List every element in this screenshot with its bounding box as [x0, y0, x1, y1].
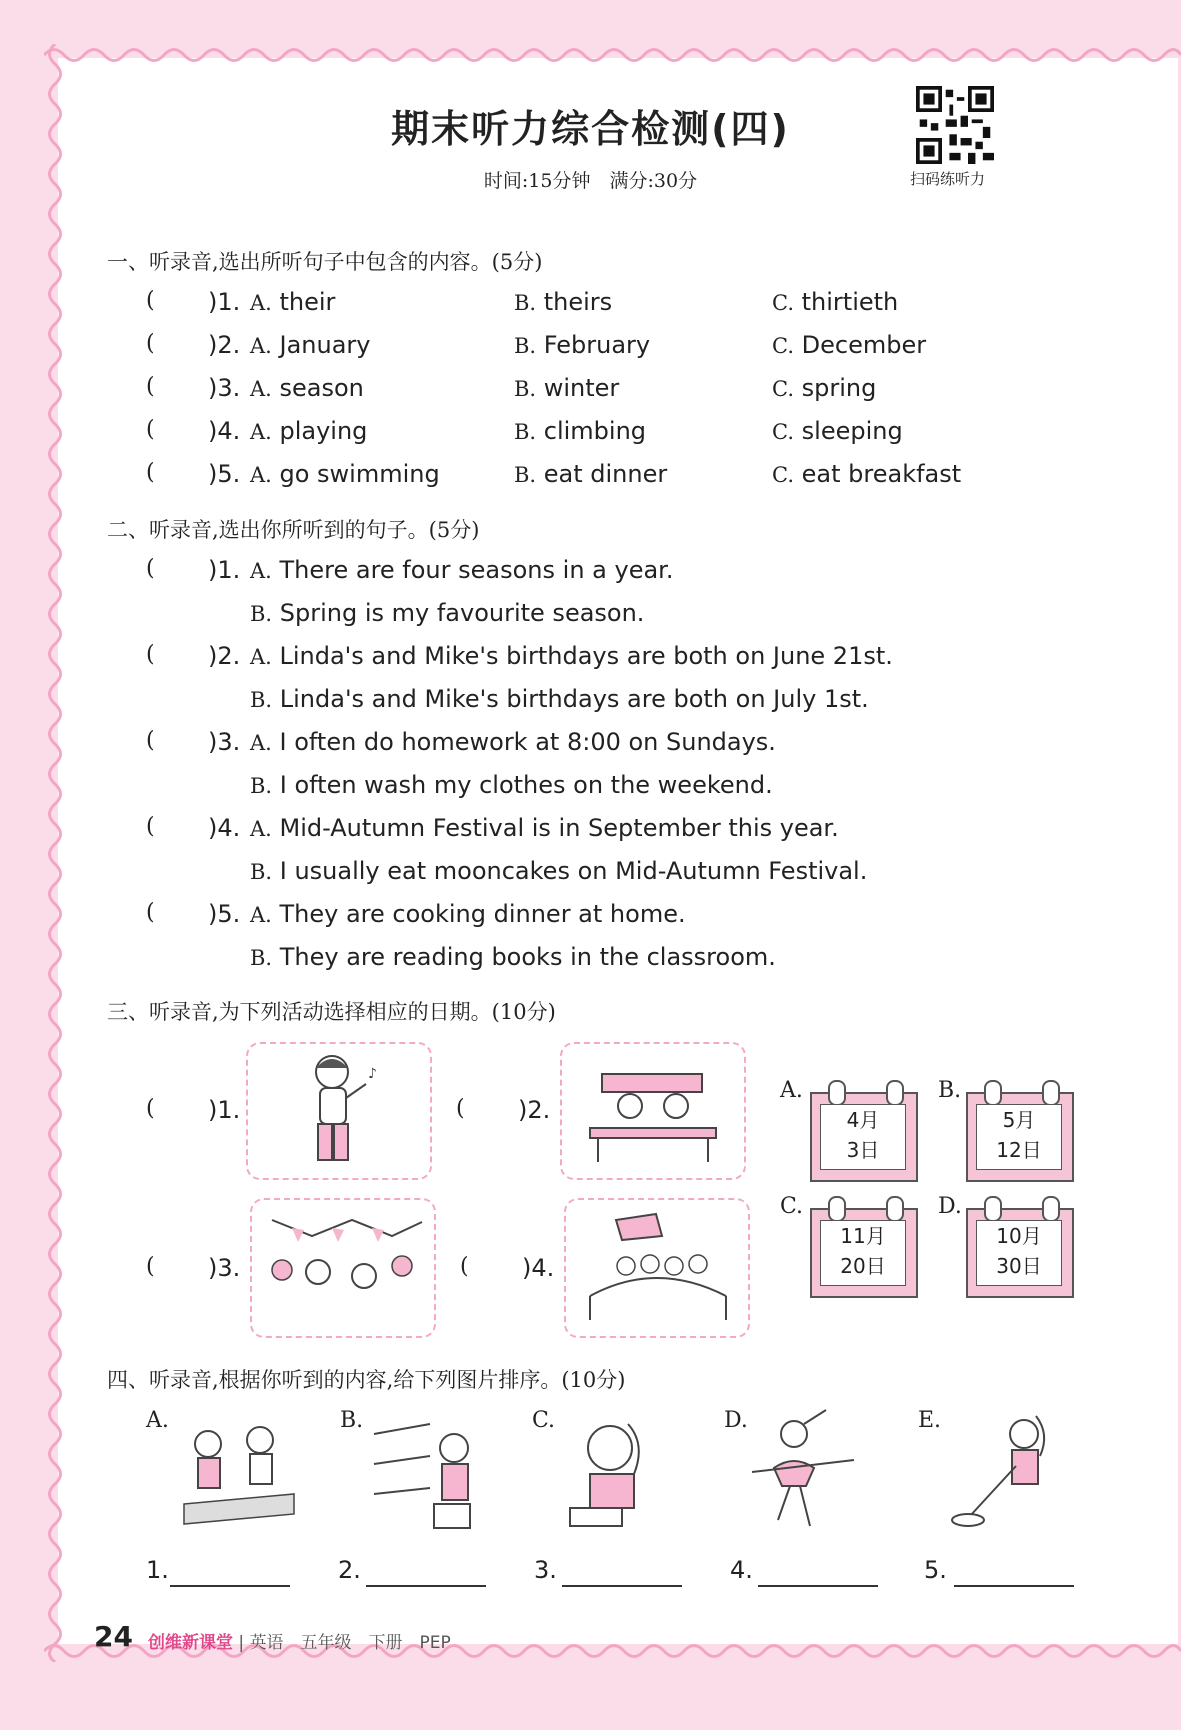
option-c[interactable]: [772, 374, 876, 402]
answer-paren[interactable]: (: [146, 900, 155, 925]
activity-picture-party: [250, 1198, 436, 1338]
activity-picture-singing: [246, 1042, 432, 1180]
option-letter: B.: [250, 602, 273, 626]
option-text: I often wash my clothes on the weekend.: [279, 771, 773, 799]
answer-blank-4[interactable]: [758, 1584, 878, 1587]
sentence-option-a[interactable]: [250, 814, 839, 842]
answer-paren[interactable]: (: [456, 1096, 465, 1121]
option-letter: C.: [772, 291, 794, 315]
option-text: eat breakfast: [801, 460, 962, 488]
question-number: )3.: [208, 1254, 241, 1282]
option-c[interactable]: [772, 331, 926, 359]
option-a[interactable]: [250, 288, 335, 316]
calendar-d: [966, 1208, 1074, 1298]
answer-number: 2.: [338, 1556, 361, 1584]
section1-heading: 一、听录音,选出所听句子中包含的内容。(5分): [107, 250, 543, 274]
option-letter: B.: [250, 860, 273, 884]
option-text: winter: [543, 374, 620, 402]
calendar-label: C.: [780, 1194, 804, 1219]
activity-picture-outing: [564, 1198, 750, 1338]
option-text: season: [279, 374, 364, 402]
option-letter: C.: [772, 420, 794, 444]
option-letter: A.: [250, 645, 272, 669]
option-text: I often do homework at 8:00 on Sundays.: [279, 728, 776, 756]
option-text: I usually eat mooncakes on Mid-Autumn Festival.: [279, 857, 868, 885]
page-title: 期末听力综合检测(四): [391, 107, 790, 151]
calendar-month: 11月: [840, 1224, 886, 1248]
wavy-border-top: [44, 44, 1181, 66]
page-number: 24: [94, 1620, 133, 1653]
question-number: )3.: [208, 374, 241, 402]
calendar-day: 20日: [840, 1254, 886, 1278]
wavy-border-left: [44, 44, 66, 1662]
answer-number: 3.: [534, 1556, 557, 1584]
option-letter: A.: [250, 463, 272, 487]
calendar-label: D.: [938, 1194, 962, 1219]
answer-paren[interactable]: (: [146, 288, 155, 313]
calendar-month: 4月: [846, 1108, 880, 1132]
answer-paren[interactable]: (: [146, 556, 155, 581]
option-text: Spring is my favourite season.: [279, 599, 645, 627]
option-text: They are cooking dinner at home.: [279, 900, 686, 928]
option-text: climbing: [543, 417, 647, 445]
option-letter: B.: [514, 420, 537, 444]
answer-paren[interactable]: (: [146, 374, 155, 399]
answer-paren[interactable]: (: [146, 1254, 155, 1279]
option-b[interactable]: [514, 331, 650, 359]
option-a[interactable]: [250, 417, 367, 445]
question-number: )1.: [208, 1096, 241, 1124]
calendar-month: 10月: [996, 1224, 1042, 1248]
question-number: )2.: [208, 642, 241, 670]
calendar-a: [810, 1092, 918, 1182]
answer-paren[interactable]: (: [146, 417, 155, 442]
option-text: Linda's and Mike's birthdays are both on July 1st.: [279, 685, 869, 713]
calendar-day: 3日: [846, 1138, 880, 1162]
footer-brand: 创维新课堂: [148, 1633, 233, 1653]
calendar-day: 12日: [996, 1138, 1042, 1162]
option-text: theirs: [543, 288, 613, 316]
option-a[interactable]: [250, 374, 364, 402]
sentence-option-b[interactable]: [250, 771, 773, 799]
question-number: )2.: [208, 331, 241, 359]
footer-info: [148, 1628, 451, 1653]
option-a[interactable]: [250, 331, 370, 359]
answer-paren[interactable]: (: [146, 1096, 155, 1121]
option-b[interactable]: [514, 460, 667, 488]
option-text: sleeping: [801, 417, 903, 445]
picture-shopping: [370, 1404, 494, 1538]
question-number: )5.: [208, 460, 241, 488]
picture-label: C.: [532, 1408, 556, 1433]
option-letter: B.: [250, 774, 273, 798]
answer-paren[interactable]: (: [146, 460, 155, 485]
option-a[interactable]: [250, 460, 440, 488]
activity-picture-classroom: [560, 1042, 746, 1180]
option-letter: A.: [250, 291, 272, 315]
picture-writing: [562, 1404, 662, 1538]
answer-number: 4.: [730, 1556, 753, 1584]
option-letter: A.: [250, 559, 272, 583]
option-text: playing: [279, 417, 368, 445]
option-letter: B.: [250, 688, 273, 712]
sentence-option-b[interactable]: [250, 943, 776, 971]
answer-blank-3[interactable]: [562, 1584, 682, 1587]
option-text: Linda's and Mike's birthdays are both on June 21st.: [279, 642, 893, 670]
answer-blank-2[interactable]: [366, 1584, 486, 1587]
question-number: )4.: [522, 1254, 555, 1282]
option-text: thirtieth: [801, 288, 899, 316]
calendar-b: [966, 1092, 1074, 1182]
question-number: )4.: [208, 814, 241, 842]
option-letter: C.: [772, 334, 794, 358]
option-letter: A.: [250, 334, 272, 358]
picture-label: A.: [146, 1408, 169, 1433]
section3-heading: 三、听录音,为下列活动选择相应的日期。(10分): [107, 1000, 556, 1024]
qr-code-label: 扫码练听力: [910, 170, 986, 188]
footer-book-info: | 英语 五年级 下册 PEP: [238, 1633, 451, 1653]
calendar-day: 30日: [996, 1254, 1042, 1278]
option-text: their: [279, 288, 336, 316]
option-text: February: [543, 331, 651, 359]
option-letter: B.: [514, 334, 537, 358]
option-b[interactable]: [514, 417, 646, 445]
option-c[interactable]: [772, 460, 961, 488]
answer-paren[interactable]: (: [146, 728, 155, 753]
calendar-label: B.: [938, 1078, 962, 1103]
answer-number: 5.: [924, 1556, 947, 1584]
question-number: )1.: [208, 556, 241, 584]
sentence-option-b[interactable]: [250, 685, 869, 713]
answer-number: 1.: [146, 1556, 169, 1584]
picture-ballet: [748, 1404, 858, 1538]
question-number: )3.: [208, 728, 241, 756]
option-letter: A.: [250, 731, 272, 755]
picture-mopping: [946, 1404, 1070, 1538]
calendar-label: A.: [780, 1078, 803, 1103]
option-text: They are reading books in the classroom.: [279, 943, 776, 971]
option-text: There are four seasons in a year.: [279, 556, 674, 584]
question-number: )4.: [208, 417, 241, 445]
answer-paren[interactable]: (: [460, 1254, 469, 1279]
svg-text:♪: ♪: [368, 1066, 377, 1082]
option-letter: A.: [250, 903, 272, 927]
section4-heading: 四、听录音,根据你听到的内容,给下列图片排序。(10分): [107, 1368, 626, 1392]
option-letter: A.: [250, 420, 272, 444]
option-letter: B.: [514, 291, 537, 315]
option-text: spring: [801, 374, 877, 402]
sentence-option-a[interactable]: [250, 556, 673, 584]
option-letter: A.: [250, 377, 272, 401]
calendar-month: 5月: [1002, 1108, 1036, 1132]
option-letter: B.: [514, 377, 537, 401]
qr-code-icon[interactable]: [916, 86, 994, 164]
section2-heading: 二、听录音,选出你所听到的句子。(5分): [107, 518, 480, 542]
option-text: go swimming: [279, 460, 440, 488]
question-number: )2.: [518, 1096, 551, 1124]
option-text: eat dinner: [543, 460, 668, 488]
option-text: Mid-Autumn Festival is in September this year.: [279, 814, 839, 842]
option-c[interactable]: [772, 417, 903, 445]
option-b[interactable]: [514, 374, 619, 402]
answer-paren[interactable]: (: [146, 814, 155, 839]
sentence-option-b[interactable]: [250, 599, 644, 627]
option-text: January: [279, 331, 371, 359]
sentence-option-b[interactable]: [250, 857, 867, 885]
option-b[interactable]: [514, 288, 612, 316]
answer-blank-1[interactable]: [170, 1584, 290, 1587]
question-number: )5.: [208, 900, 241, 928]
answer-paren[interactable]: (: [146, 331, 155, 356]
sentence-option-a[interactable]: [250, 642, 893, 670]
sentence-option-a[interactable]: [250, 900, 686, 928]
option-letter: C.: [772, 377, 794, 401]
picture-label: D.: [724, 1408, 748, 1433]
calendar-c: [810, 1208, 918, 1298]
picture-label: E.: [918, 1408, 942, 1433]
picture-walking: [174, 1404, 304, 1538]
answer-paren[interactable]: (: [146, 642, 155, 667]
option-text: December: [801, 331, 927, 359]
option-letter: B.: [250, 946, 273, 970]
picture-label: B.: [340, 1408, 364, 1433]
option-letter: C.: [772, 463, 794, 487]
answer-blank-5[interactable]: [954, 1584, 1074, 1587]
option-letter: B.: [514, 463, 537, 487]
exam-time-info: 时间:15分钟 满分:30分: [483, 170, 698, 192]
sentence-option-a[interactable]: [250, 728, 776, 756]
option-c[interactable]: [772, 288, 898, 316]
question-number: )1.: [208, 288, 241, 316]
option-letter: A.: [250, 817, 272, 841]
